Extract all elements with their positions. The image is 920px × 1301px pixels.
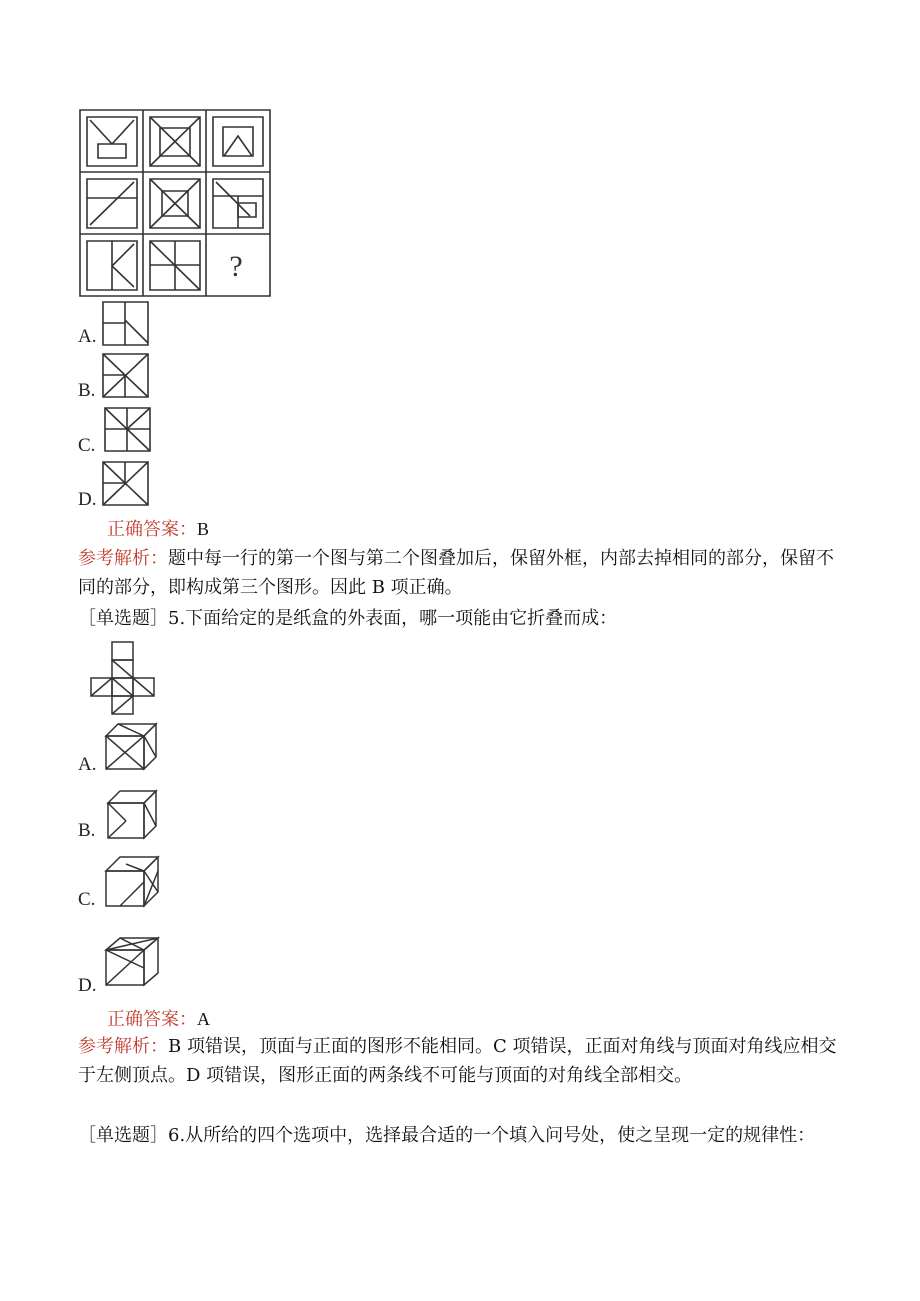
- q4-option-c-figure[interactable]: [103, 406, 153, 454]
- q4-option-b-label: B.: [78, 380, 96, 401]
- q5-option-b-label: B.: [78, 820, 96, 841]
- q4-analysis-text: 题中每一行的第一个图与第二个图叠加后，保留外框，内部去掉相同的部分，保留不同的部分，即构成第三个图形。因此 B 项正确。: [78, 548, 834, 598]
- q5-analysis-label: 参考解析：: [78, 1036, 168, 1057]
- q5-option-d-figure[interactable]: [104, 936, 162, 988]
- q5-question: [78, 603, 838, 634]
- q4-analysis: [78, 544, 838, 602]
- q4-figure-grid: [78, 108, 272, 298]
- q5-answer: [107, 1005, 210, 1031]
- q5-title: 5.下面给定的是纸盒的外表面，哪一项能由它折叠而成：: [168, 608, 618, 629]
- q4-option-d-figure[interactable]: [101, 460, 151, 508]
- q5-option-b-figure[interactable]: [106, 789, 160, 841]
- q5-option-a-figure[interactable]: [104, 722, 160, 772]
- q4-option-a-label: A.: [78, 326, 97, 347]
- q4-answer: [107, 515, 209, 541]
- q5-option-d-label: D.: [78, 975, 97, 996]
- q5-cube-net: [90, 640, 156, 718]
- q4-answer-value: B: [197, 519, 210, 539]
- q5-answer-label: 正确答案：: [107, 1009, 197, 1030]
- q5-option-c-figure[interactable]: [104, 855, 160, 909]
- q5-analysis-text: B 项错误，顶面与正面的图形不能相同。C 项错误，正面对角线与顶面对角线应相交于左侧顶点。D 项错误，图形正面的两条线不可能与顶面的对角线全部相交。: [78, 1036, 837, 1086]
- q4-option-b-figure[interactable]: [101, 352, 151, 400]
- q5-answer-value: A: [197, 1009, 210, 1029]
- q4-answer-label: 正确答案：: [107, 519, 197, 540]
- q6-question: [78, 1120, 838, 1151]
- q5-option-c-label: C.: [78, 889, 96, 910]
- q4-option-a-figure[interactable]: [101, 300, 151, 348]
- q6-title: 6.从所给的四个选项中，选择最合适的一个填入问号处，使之呈现一定的规律性：: [168, 1125, 816, 1146]
- q4-question-mark: ?: [229, 250, 243, 283]
- q5-tag: ［单选题］: [78, 608, 168, 629]
- q4-analysis-label: 参考解析：: [78, 548, 168, 569]
- q5-analysis: [78, 1032, 838, 1090]
- q6-tag: ［单选题］: [78, 1125, 168, 1146]
- q4-option-d-label: D.: [78, 489, 97, 510]
- q5-option-a-label: A.: [78, 754, 97, 775]
- q4-option-c-label: C.: [78, 435, 96, 456]
